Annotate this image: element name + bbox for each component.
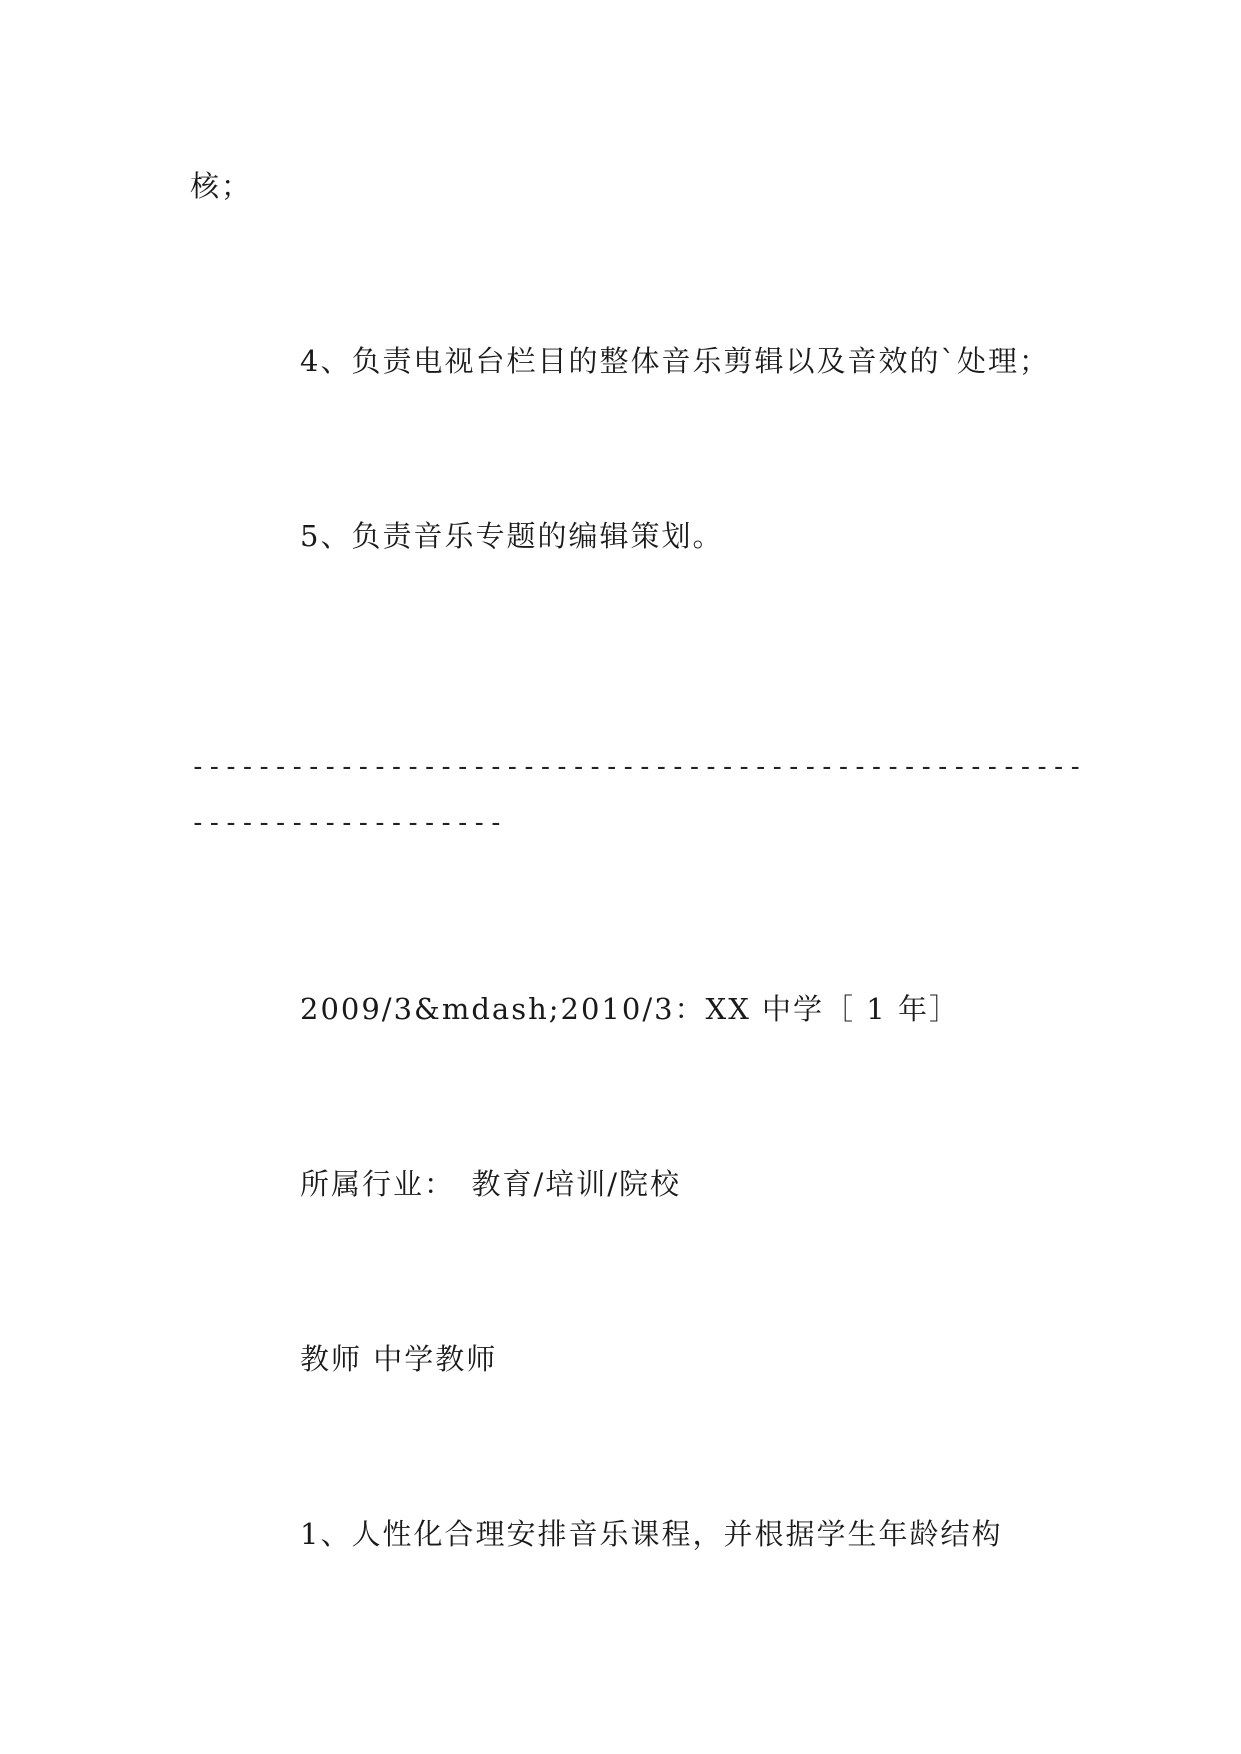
list-item-4: 4、负责电视台栏目的整体音乐剪辑以及音效的`处理； bbox=[300, 344, 1050, 378]
industry-field: 所属行业： 教育/培训/院校 bbox=[300, 1167, 682, 1201]
employment-period: 2009/3&mdash;2010/3：XX 中学［ 1 年］ bbox=[300, 992, 960, 1026]
separator-line-continuation: ------------------- bbox=[190, 808, 505, 838]
job-title: 教师 中学教师 bbox=[300, 1342, 498, 1376]
paragraph-continuation: 核； bbox=[190, 169, 253, 203]
list-item-5: 5、负责音乐专题的编辑策划。 bbox=[300, 519, 724, 553]
separator-line: ------------------------------------------------------ bbox=[190, 752, 1084, 782]
list-item-1: 1、人性化合理安排音乐课程，并根据学生年龄结构 bbox=[300, 1517, 1003, 1551]
